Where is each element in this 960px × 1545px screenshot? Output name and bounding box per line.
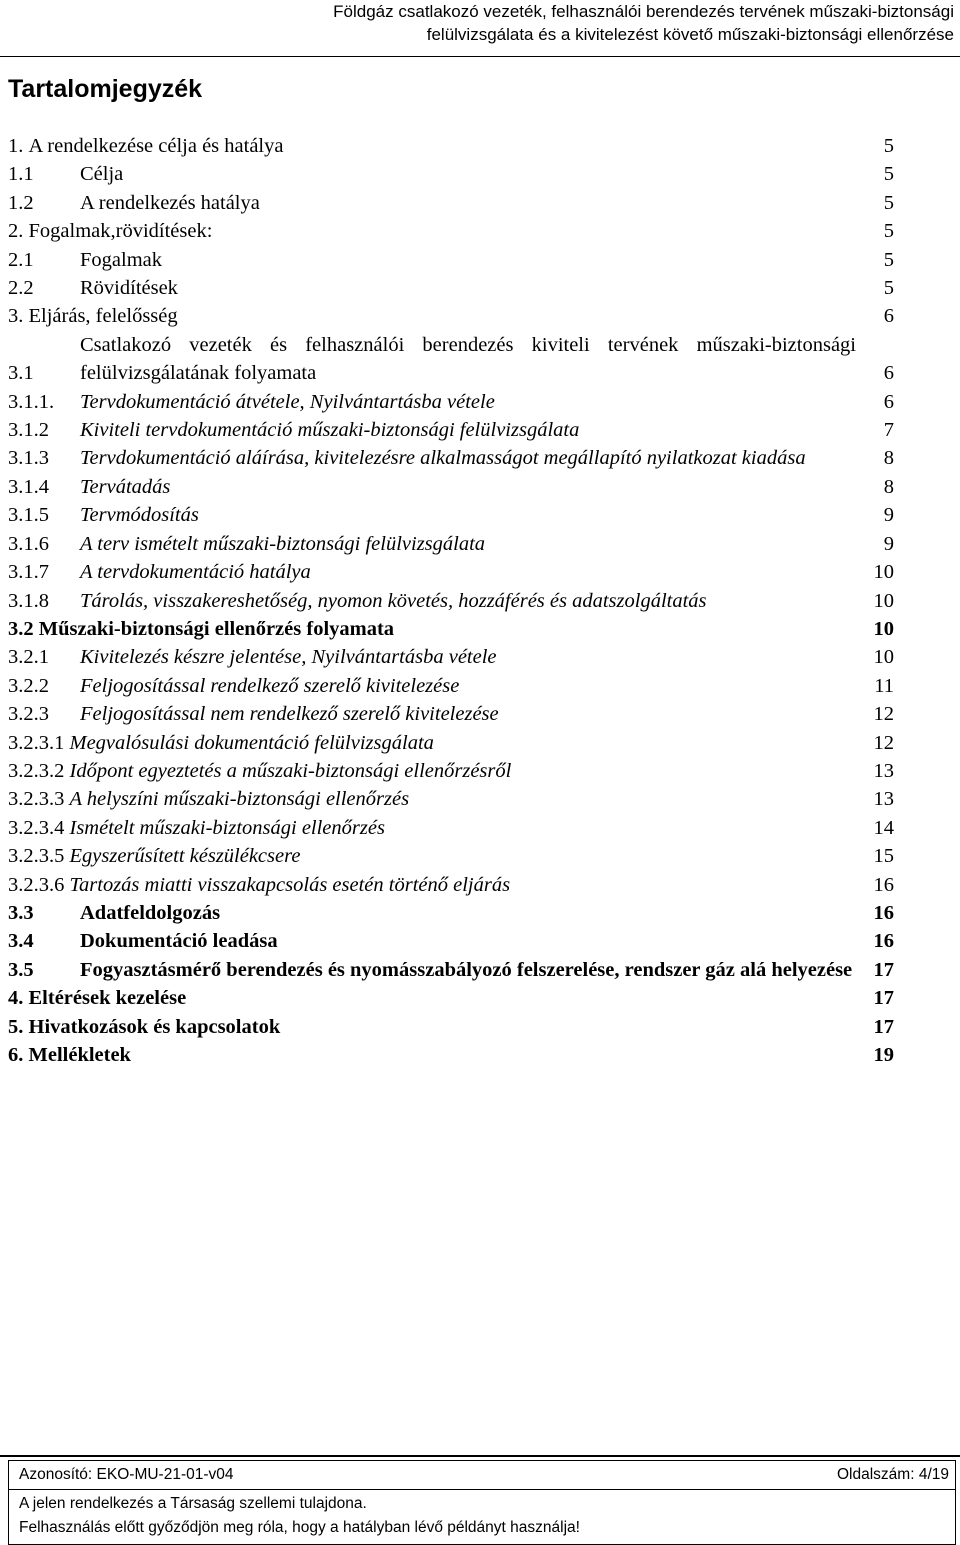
toc-entry-label: A tervdokumentáció hatálya [80,561,311,584]
toc-entry-page: 5 [883,191,894,214]
toc-entry-label: Célja [80,163,124,186]
toc-entry-page: 6 [883,305,894,328]
toc-entry[interactable] [8,927,894,955]
toc-entry-page: 6 [883,390,894,413]
toc-entry-label: Ismételt műszaki-biztonsági ellenőrzés [69,816,385,839]
toc-entry-number: 3.1.5 [8,504,49,527]
toc-entry-page: 12 [873,731,894,754]
validity-notice: Felhasználás előtt győződjön meg róla, hogy a hatályban lévő példányt használja! [19,1519,580,1536]
toc-entry-number: 5. [8,1015,29,1038]
toc-entry-label: Csatlakozó vezeték és felhasználói berendezés kiviteli tervének műszaki-biztonsági felülvizsgálatának folyamata [80,333,856,385]
toc-entry-label: Fogalmak,rövidítések: [28,220,213,243]
toc-entry-label: Tartozás miatti visszakapcsolás esetén történő eljárás [69,873,511,896]
toc-entry-number: 4. [8,987,29,1010]
toc-entry-label: Fogalmak [80,248,162,271]
toc-entry-page: 10 [873,646,894,669]
toc-entry-page: 5 [883,163,894,186]
toc-entry-number: 3.2.3.3 [8,788,70,811]
toc-entry[interactable] [8,587,894,615]
toc-entry[interactable] [8,388,894,416]
toc-entry[interactable] [8,643,894,671]
toc-entry-page: 17 [873,987,894,1010]
toc-entry-number: 3. [8,305,29,328]
toc-entry[interactable] [8,530,894,558]
toc-entry-number: 3.5 [8,958,34,981]
toc-entry-number: 3.2.3.4 [8,816,70,839]
toc-entry-page: 16 [873,930,894,953]
toc-entry[interactable] [8,1041,894,1069]
toc-entry-number: 3.4 [8,930,34,953]
toc-title: Tartalomjegyzék [8,75,203,103]
toc-entry-label: Egyszerűsített készülékcsere [69,845,301,868]
toc-entry[interactable] [8,274,894,302]
toc-entry-label: A rendelkezés hatálya [80,191,260,214]
toc-entry-page: 17 [873,1015,894,1038]
footer-id-row [9,1461,955,1490]
toc-entry[interactable] [8,956,894,984]
page-footer [8,1460,956,1545]
toc-entry[interactable] [8,729,894,757]
toc-entry-page: 16 [873,873,894,896]
toc-entry-page: 10 [873,589,894,612]
toc-entry-number: 1. [8,135,29,157]
toc-entry[interactable] [8,814,894,842]
toc-entry-number: 2.2 [8,277,34,300]
toc-entry-number: 3.2.3.2 [8,759,70,782]
toc-entry[interactable] [8,785,894,813]
toc-entry-label: Műszaki-biztonsági ellenőrzés folyamata [38,617,395,640]
toc-entry-label: Tervdokumentáció átvétele, Nyilvántartásba vétele [80,390,495,413]
header-line-2: felülvizsgálata és a kivitelezést követő műszaki-biztonsági ellenőrzése [426,25,954,44]
toc-entry-label: Feljogosítással rendelkező szerelő kivitelezése [80,674,460,697]
toc-entry[interactable] [8,444,894,472]
toc-entry-number: 1.2 [8,191,34,214]
toc-entry-page: 10 [873,617,894,640]
toc-entry[interactable] [8,302,894,330]
toc-entry-number: 3.2.3 [8,703,49,726]
toc-entry[interactable] [8,757,894,785]
toc-entry-label: Feljogosítással nem rendelkező szerelő kivitelezése [80,703,499,726]
toc-entry-number: 3.1.3 [8,447,49,470]
toc-entry-number: 3.1.8 [8,589,49,612]
toc-entry-label: A rendelkezése célja és hatálya [28,135,284,157]
toc-entry[interactable] [8,473,894,501]
toc-entry-number: 3.2.3.6 [8,873,70,896]
toc-entry-number: 3.1.1. [8,390,55,413]
toc-entry[interactable] [8,871,894,899]
toc-entry-label: Tárolás, visszakereshetőség, nyomon követés, hozzáférés és adatszolgáltatás [80,589,707,612]
toc-entry[interactable] [8,246,894,274]
toc-entry[interactable] [8,672,894,700]
toc-entry-page: 5 [883,135,894,157]
toc-entry-number: 3.1.7 [8,561,49,584]
toc-entry-label: Tervmódosítás [80,504,199,527]
toc-entry-page: 5 [883,277,894,300]
header-divider [0,56,960,57]
toc-entry-label: Eltérések kezelése [28,987,187,1010]
toc-entry-label: Adatfeldolgozás [80,901,221,924]
toc-entry[interactable] [8,189,894,217]
toc-entry-number: 3.1.4 [8,475,49,498]
toc-entry-page: 15 [873,845,894,868]
toc-entry-number: 1.1 [8,163,34,186]
toc-entry-number: 6. [8,1044,29,1066]
toc-entry-label: Tervdokumentáció aláírása, kivitelezésre alkalmasságot megállapító nyilatkozat kiadása [80,447,806,470]
toc-entry-number: 3.2.2 [8,674,49,697]
toc-entry-number: 2.1 [8,248,34,271]
toc-entry-label: A helyszíni műszaki-biztonsági ellenőrzés [69,788,410,811]
toc-entry-page: 5 [883,248,894,271]
toc-entry-label: Kivitelezés készre jelentése, Nyilvántartásba vétele [80,646,497,669]
page-header [14,0,954,46]
toc-entry[interactable] [8,899,894,927]
toc-entry-label: Időpont egyeztetés a műszaki-biztonsági ellenőrzésről [69,759,512,782]
table-of-contents [8,132,894,1069]
toc-entry-page: 9 [883,504,894,527]
footer-divider [0,1455,960,1457]
toc-entry[interactable] [8,700,894,728]
ownership-notice: A jelen rendelkezés a Társaság szellemi tulajdona. [19,1495,367,1512]
toc-entry-number: 3.3 [8,901,34,924]
page-number: Oldalszám: 4/19 [837,1466,949,1483]
toc-entry[interactable] [8,160,894,188]
toc-entry-number: 3.2.3.1 [8,731,70,754]
toc-entry-number: 3.2 [8,617,39,640]
toc-entry-page: 8 [883,447,894,470]
toc-entry[interactable] [8,132,894,160]
footer-notice [9,1490,955,1544]
toc-entry[interactable] [8,416,894,444]
toc-entry-page: 8 [883,475,894,498]
toc-entry-number: 2. [8,220,29,243]
toc-entry[interactable] [8,984,894,1012]
toc-entry-label: Dokumentáció leadása [80,930,278,953]
toc-entry-number: 3.2.3.5 [8,845,70,868]
toc-entry-number: 3.1.6 [8,532,49,555]
toc-entry-label: Hivatkozások és kapcsolatok [28,1015,281,1038]
toc-entry-page: 19 [873,1044,894,1066]
document-id: Azonosító: EKO-MU-21-01-v04 [19,1466,234,1483]
toc-entry-page: 17 [873,958,894,981]
toc-entry-page: 7 [883,419,894,442]
toc-entry-page: 13 [873,759,894,782]
toc-entry[interactable] [8,1013,894,1041]
toc-entry[interactable] [8,842,894,870]
toc-entry-label: Tervátadás [80,475,171,498]
toc-entry-page: 5 [883,220,894,243]
toc-entry-page: 14 [873,816,894,839]
toc-entry-page: 12 [873,703,894,726]
toc-entry-page: 13 [873,788,894,811]
toc-entry-number: 3.1 [8,362,34,385]
header-line-1: Földgáz csatlakozó vezeték, felhasználói berendezés tervének műszaki-biztonsági [333,2,954,21]
toc-entry-page: 6 [883,362,894,385]
toc-entry-number: 3.1.2 [8,419,49,442]
toc-entry-label: Megvalósulási dokumentáció felülvizsgálata [69,731,434,754]
toc-entry-page: 11 [874,674,894,697]
toc-entry-label: A terv ismételt műszaki-biztonsági felülvizsgálata [80,532,486,555]
toc-entry-label: Kiviteli tervdokumentáció műszaki-biztonsági felülvizsgálata [80,419,580,442]
toc-entry-label: Eljárás, felelősség [28,305,178,328]
toc-entry[interactable] [8,615,894,643]
toc-entry-label: Rövidítések [80,277,178,300]
toc-entry[interactable] [8,558,894,586]
toc-entry-number: 3.2.1 [8,646,49,669]
toc-entry[interactable] [8,217,894,245]
toc-entry-label: Mellékletek [28,1044,131,1066]
toc-entry-page: 10 [873,561,894,584]
toc-entry-page: 16 [873,901,894,924]
toc-entry[interactable] [8,331,894,388]
toc-entry-page: 9 [883,532,894,555]
toc-entry-label: Fogyasztásmérő berendezés és nyomásszabályozó felszerelése, rendszer gáz alá helyezése [80,958,853,981]
toc-entry[interactable] [8,501,894,529]
